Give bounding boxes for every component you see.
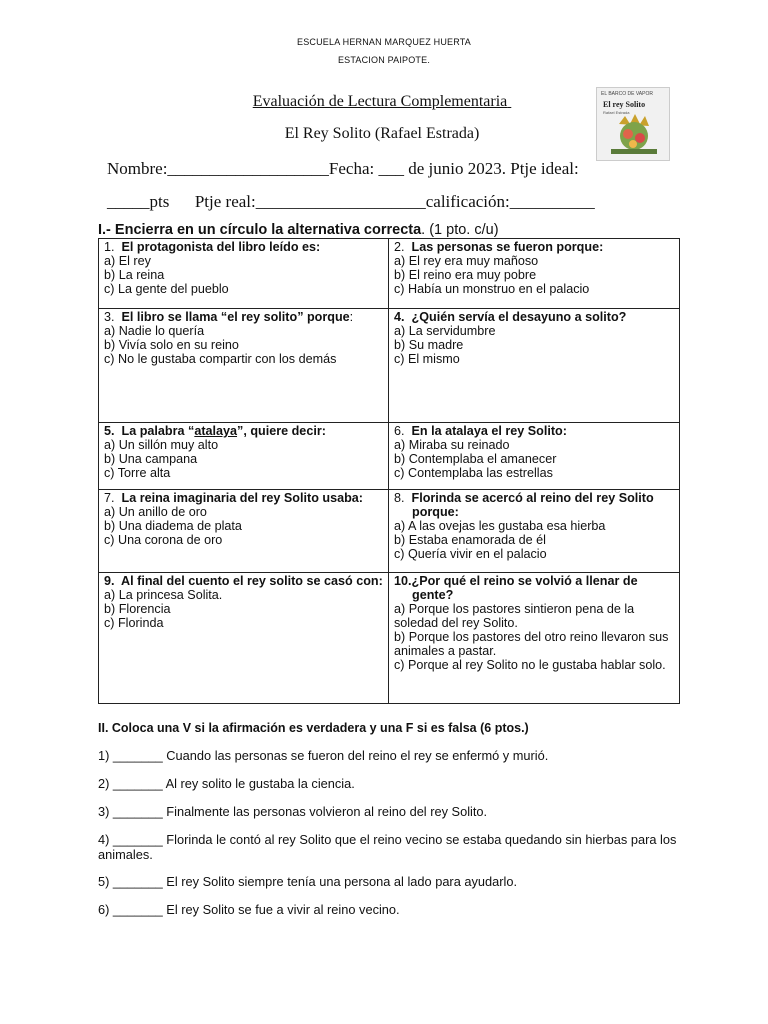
option[interactable]: c) La gente del pueblo (104, 282, 229, 296)
option[interactable]: b) Florencia (104, 602, 171, 616)
option[interactable]: c) Había un monstruo en el palacio (394, 282, 590, 296)
section-2-heading: II. Coloca una V si la afirmación es verdadera y una F si es falsa (6 ptos.) (98, 721, 529, 735)
question-2: 2. Las personas se fueron porque: a) El rey era muy mañoso b) El reino era muy pobre c) Había un monstruo en el palacio (389, 239, 680, 309)
option[interactable]: b) El reino era muy pobre (394, 268, 537, 282)
option[interactable]: a) Miraba su reinado (394, 438, 510, 452)
option[interactable]: c) Porque al rey Solito no le gustaba hablar solo. (394, 658, 666, 672)
name-date-score-line[interactable]: Nombre:___________________Fecha: ___ de junio 2023. Ptje ideal: (107, 159, 579, 178)
question-10: 10.¿Por qué el reino se volvió a llenar de gente? a) Porque los pastores sintieron pena de la soledad del rey Solito. b) Porque los pastores del otro reino llevaron sus animales a pastar. c) Porque al rey Solito no le gustaba hablar solo. (389, 573, 680, 704)
question-4: 4. ¿Quién servía el desayuno a solito? a) La servidumbre b) Su madre c) El mismo (389, 309, 680, 423)
school-location: ESTACION PAIPOTE. (337, 55, 431, 65)
option[interactable]: a) Nadie lo quería (104, 324, 205, 338)
option[interactable]: b) Porque los pastores del otro reino llevaron sus animales a pastar. (394, 630, 669, 658)
option[interactable]: b) Contemplaba el amanecer (394, 452, 557, 466)
true-false-item-6[interactable]: 6) _______ El rey Solito se fue a vivir al reino vecino. (98, 902, 400, 917)
true-false-item-5[interactable]: 5) _______ El rey Solito siempre tenía una persona al lado para ayudarlo. (98, 874, 518, 889)
question-1: 1. El protagonista del libro leído es: a) El rey b) La reina c) La gente del pueblo (99, 239, 389, 309)
option[interactable]: c) No le gustaba compartir con los demás (104, 352, 337, 366)
questions-table (98, 238, 680, 704)
option[interactable]: b) Su madre (394, 338, 464, 352)
option[interactable]: b) Una campana (104, 452, 198, 466)
section-1-heading (98, 222, 499, 238)
true-false-item-3[interactable]: 3) _______ Finalmente las personas volvieron al reino del rey Solito. (98, 804, 488, 819)
option[interactable]: a) Porque los pastores sintieron pena de la soledad del rey Solito. (394, 602, 635, 630)
option[interactable]: c) Contemplaba las estrellas (394, 466, 553, 480)
cover-book-title: El rey Solito (603, 100, 646, 109)
option[interactable]: c) Una corona de oro (104, 533, 223, 547)
school-name: ESCUELA HERNAN MARQUEZ HUERTA (297, 37, 471, 47)
option[interactable]: a) El rey era muy mañoso (394, 254, 539, 268)
points-grade-line[interactable]: _____pts Ptje real:____________________calificación:__________ (107, 192, 595, 211)
true-false-item-2[interactable]: 2) _______ Al rey solito le gustaba la ciencia. (98, 776, 355, 791)
option[interactable]: b) Vivía solo en su reino (104, 338, 239, 352)
option[interactable]: c) Quería vivir en el palacio (394, 547, 547, 561)
question-5: 5. La palabra “atalaya”, quiere decir: a) Un sillón muy alto b) Una campana c) Torre alta (99, 423, 389, 490)
option[interactable]: a) Un sillón muy alto (104, 438, 219, 452)
book-subtitle: El Rey Solito (Rafael Estrada) (284, 125, 480, 142)
option[interactable]: b) Estaba enamorada de él (394, 533, 546, 547)
cover-brand: EL BARCO DE VAPOR (601, 91, 653, 97)
true-false-item-1[interactable]: 1) _______ Cuando las personas se fueron del reino el rey se enfermó y murió. (98, 748, 549, 763)
question-7: 7. La reina imaginaria del rey Solito usaba: a) Un anillo de oro b) Una diadema de plata c) Una corona de oro (99, 490, 389, 573)
option[interactable]: a) A las ovejas les gustaba esa hierba (394, 519, 606, 533)
option[interactable]: a) El rey (104, 254, 151, 268)
cover-illustration (597, 88, 669, 160)
option[interactable]: c) El mismo (394, 352, 460, 366)
section-1-points: . (1 pto. c/u) (421, 222, 499, 238)
question-9: 9. Al final del cuento el rey solito se casó con: a) La princesa Solita. b) Florencia c) Florinda (99, 573, 389, 704)
option[interactable]: c) Florinda (104, 616, 164, 630)
page-title-text: Evaluación de Lectura Complementaria (252, 93, 508, 110)
question-6: 6. En la atalaya el rey Solito: a) Miraba su reinado b) Contemplaba el amanecer c) Contemplaba las estrellas (389, 423, 680, 490)
option[interactable]: a) La servidumbre (394, 324, 496, 338)
true-false-item-4[interactable]: 4) _______ Florinda le contó al rey Solito que el reino vecino se estaba quedando sin hierbas para los animales. (98, 832, 677, 862)
book-cover-image (596, 87, 670, 161)
option[interactable]: a) Un anillo de oro (104, 505, 207, 519)
option[interactable]: c) Torre alta (104, 466, 171, 480)
section-1-instruction: I.- Encierra en un círculo la alternativa correcta (98, 222, 422, 238)
option[interactable]: b) Una diadema de plata (104, 519, 242, 533)
question-8: 8. Florinda se acercó al reino del rey Solito porque: a) A las ovejas les gustaba esa hierba b) Estaba enamorada de él c) Quería vivir en el palacio (389, 490, 680, 573)
option[interactable]: a) La princesa Solita. (104, 588, 223, 602)
option[interactable]: b) La reina (104, 268, 165, 282)
question-3: 3. El libro se llama “el rey solito” porque: a) Nadie lo quería b) Vivía solo en su reino c) No le gustaba compartir con los demás (99, 309, 389, 423)
cover-author: Rafael Estrada (603, 110, 630, 115)
